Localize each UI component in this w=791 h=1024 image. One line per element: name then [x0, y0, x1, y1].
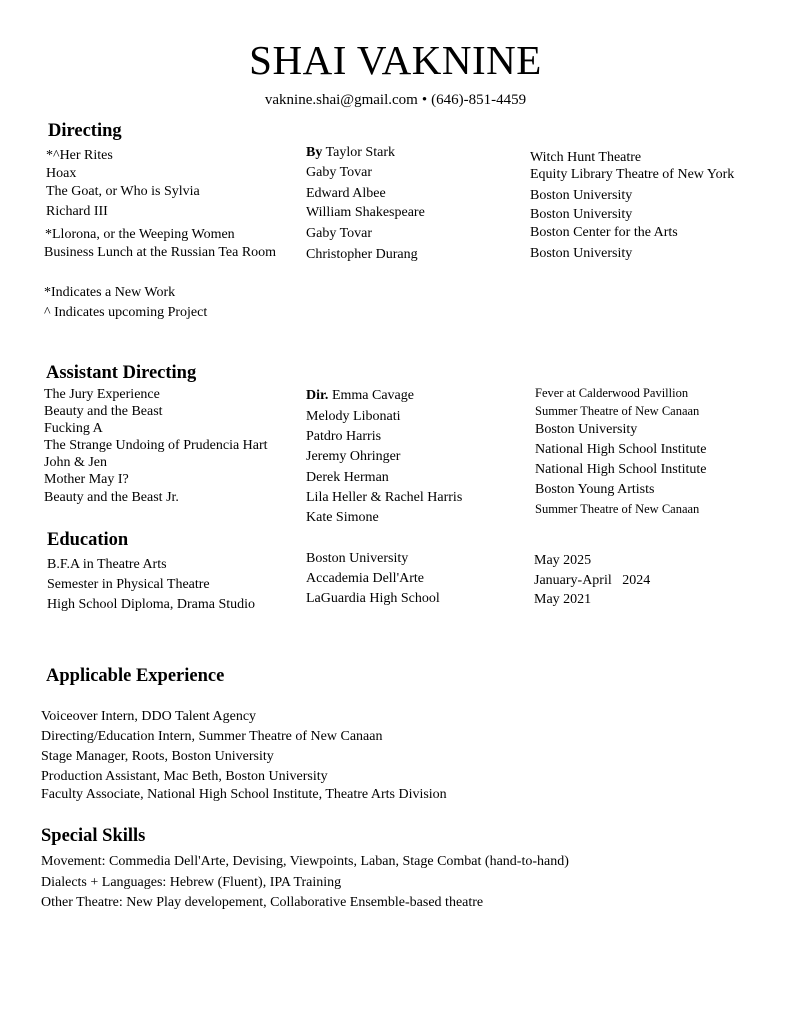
assistant-person: Lila Heller & Rachel Harris [306, 490, 463, 505]
education-school: Boston University [306, 551, 409, 566]
education-date: May 2021 [534, 592, 592, 607]
assistant-person: Patdro Harris [306, 429, 382, 444]
directing-person: Christopher Durang [306, 247, 418, 262]
assistant-venue: Boston University [535, 422, 638, 437]
education-degree: Semester in Physical Theatre [47, 577, 210, 592]
assistant-directing-heading: Assistant Directing [46, 363, 197, 383]
education-school: Accademia Dell'Arte [306, 571, 424, 586]
directing-person: Gaby Tovar [306, 226, 373, 241]
assistant-title: Beauty and the Beast Jr. [44, 490, 179, 505]
phone-text: (646)-851-4459 [431, 92, 527, 108]
experience-item: Voiceover Intern, DDO Talent Agency [41, 709, 257, 724]
contact-line [0, 92, 791, 109]
directing-person: William Shakespeare [306, 205, 425, 220]
education-school: LaGuardia High School [306, 591, 440, 606]
education-date: January-April 2024 [534, 573, 651, 588]
assistant-venue: Fever at Calderwood Pavillion [535, 386, 689, 400]
directing-title: *Llorona, or the Weeping Women [45, 227, 235, 242]
education-degree: B.F.A in Theatre Arts [47, 557, 167, 572]
special-skills-heading: Special Skills [41, 826, 146, 846]
assistant-title: Beauty and the Beast [44, 404, 163, 419]
experience-item: Directing/Education Intern, Summer Theatre of New Canaan [41, 729, 383, 744]
resume-name: SHAI VAKNINE [249, 37, 542, 83]
directing-heading: Directing [48, 121, 122, 141]
upcoming-note: ^ Indicates upcoming Project [44, 305, 208, 320]
directing-venue: Witch Hunt Theatre [530, 150, 642, 165]
new-work-note: *Indicates a New Work [44, 285, 176, 300]
assistant-title: John & Jen [44, 455, 107, 470]
assistant-venue: National High School Institute [535, 462, 707, 477]
skill-item: Dialects + Languages: Hebrew (Fluent), IPA Training [41, 875, 342, 890]
assistant-person: Derek Herman [306, 470, 389, 485]
skill-item: Movement: Commedia Dell'Arte, Devising, Viewpoints, Laban, Stage Combat (hand-to-hand) [41, 854, 569, 869]
directing-venue: Boston University [530, 188, 633, 203]
directing-title: *^Her Rites [46, 148, 113, 163]
directing-person: Gaby Tovar [306, 165, 373, 180]
by-prefix: By [306, 145, 323, 160]
assistant-venue: Summer Theatre of New Canaan [535, 502, 700, 516]
assistant-venue: Summer Theatre of New Canaan [535, 404, 700, 418]
assistant-venue: National High School Institute [535, 442, 707, 457]
experience-item: Production Assistant, Mac Beth, Boston University [41, 769, 328, 784]
assistant-person: Melody Libonati [306, 409, 401, 424]
directing-title: The Goat, or Who is Sylvia [46, 184, 200, 199]
directing-person: By Taylor Stark [306, 145, 395, 160]
directing-venue: Boston University [530, 246, 633, 261]
education-heading: Education [47, 530, 129, 550]
experience-item: Faculty Associate, National High School Institute, Theatre Arts Division [41, 787, 447, 802]
directing-venue: Boston University [530, 207, 633, 222]
directing-person: Edward Albee [306, 186, 386, 201]
assistant-person: Dir. Emma Cavage [306, 388, 414, 403]
directing-title: Hoax [46, 166, 77, 181]
assistant-title: Fucking A [44, 421, 103, 436]
assistant-title: The Strange Undoing of Prudencia Hart [44, 438, 268, 453]
assistant-venue: Boston Young Artists [535, 482, 655, 497]
email-text: vaknine.shai@gmail.com [264, 92, 418, 108]
assistant-person: Kate Simone [306, 510, 379, 525]
contact-separator: • [421, 92, 428, 108]
education-date: May 2025 [534, 553, 592, 568]
directing-venue: Equity Library Theatre of New York [530, 167, 735, 182]
directing-title: Richard III [46, 204, 108, 219]
experience-item: Stage Manager, Roots, Boston University [41, 749, 274, 764]
assistant-title: The Jury Experience [44, 387, 160, 402]
directing-venue: Boston Center for the Arts [530, 225, 678, 240]
assistant-person: Jeremy Ohringer [306, 449, 401, 464]
applicable-experience-heading: Applicable Experience [46, 666, 225, 686]
skill-item: Other Theatre: New Play developement, Collaborative Ensemble-based theatre [41, 895, 484, 910]
education-degree: High School Diploma, Drama Studio [47, 597, 256, 612]
directing-title: Business Lunch at the Russian Tea Room [44, 245, 277, 260]
assistant-title: Mother May I? [44, 472, 129, 487]
dir-prefix: Dir. [306, 388, 329, 403]
